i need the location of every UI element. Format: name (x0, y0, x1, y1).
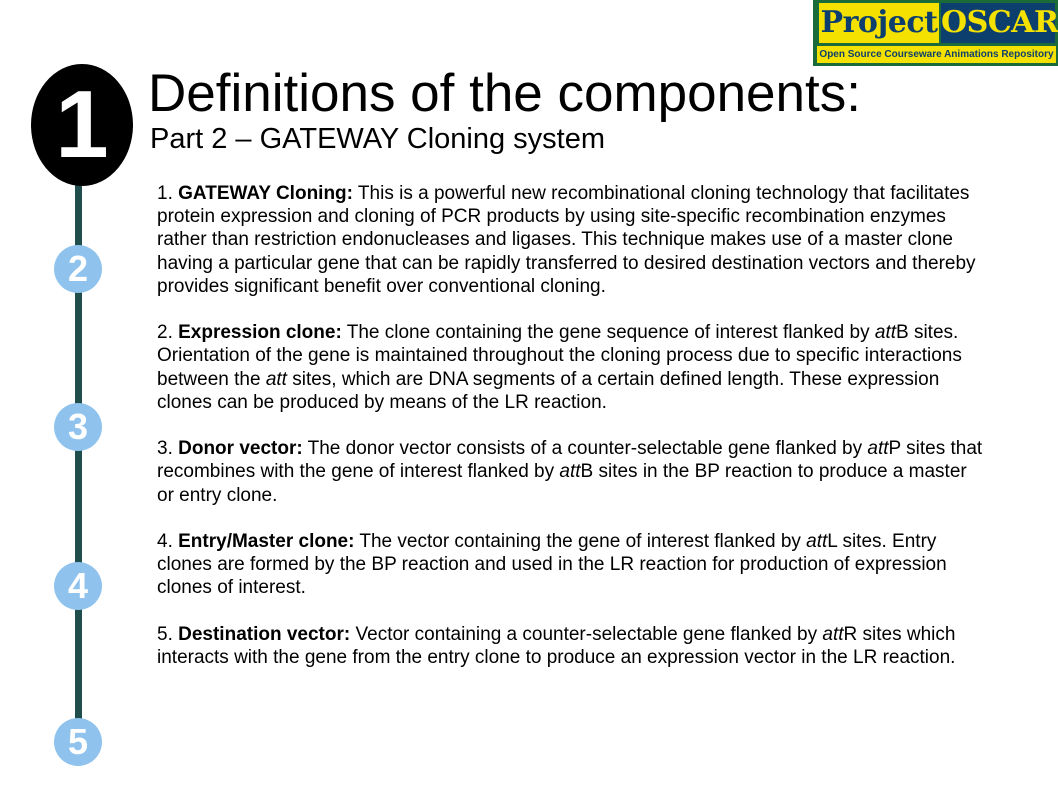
step-1-marker[interactable]: 1 (31, 64, 133, 186)
definitions-list (157, 182, 987, 669)
definition-text: The donor vector consists of a counter-selectable gene flanked by (302, 438, 868, 460)
page-subtitle: Part 2 – GATEWAY Cloning system (150, 123, 606, 155)
step-3-marker[interactable]: 3 (54, 403, 102, 451)
step-2-marker[interactable]: 2 (54, 245, 102, 293)
definition-text: Vector containing a counter-selectable gene flanked by (350, 623, 823, 645)
definition-text: The clone containing the gene sequence of interest flanked by (341, 322, 875, 344)
logo-word-oscar: OSCAR (941, 3, 1055, 43)
definition-paragraph (157, 530, 987, 600)
logo-wordmark (813, 0, 1058, 46)
step-4-marker[interactable]: 4 (54, 562, 102, 610)
step-5-marker[interactable]: 5 (54, 718, 102, 766)
definition-term: Expression clone: (178, 322, 342, 344)
definition-italic-text: att (806, 531, 828, 552)
logo-word-project: Project (819, 3, 939, 43)
definition-text: This is a powerful new recombinational cloning technology that facilitates protein expression and cloning of PCR products by using site-specific recombination enzymes rather than restriction endonucleases and ligases. This technique makes use of a master clone having a particular gene that can be rapidly transferred to desired destination vectors and thereby provides significant benefit over conventional cloning. (157, 183, 976, 297)
definition-text: L sites. Entry clones are formed by the BP reaction and used in the LR reaction for production of expression clones of interest. (157, 531, 947, 599)
definition-number: 5. (157, 623, 179, 645)
definition-paragraph (157, 437, 987, 507)
page-title: Definitions of the components: (148, 64, 861, 123)
definition-text: The vector containing the gene of interest flanked by (354, 531, 807, 552)
definition-italic-text: att (265, 368, 287, 390)
definition-italic-text: att (867, 438, 889, 460)
definition-italic-text: att (559, 461, 581, 483)
definition-term: Entry/Master clone: (178, 531, 355, 552)
definition-text: B sites in the BP reaction to produce a master or entry clone. (157, 461, 967, 506)
definition-number: 4. (157, 531, 179, 552)
definition-paragraph (157, 623, 987, 669)
definition-term: Destination vector: (178, 623, 351, 645)
project-oscar-logo (813, 0, 1058, 66)
definition-number: 2. (157, 322, 179, 344)
definition-paragraph (157, 321, 987, 414)
definition-paragraph (157, 182, 987, 298)
definition-number: 1. (157, 183, 179, 204)
definition-text: B sites. Orientation of the gene is maintained throughout the cloning process due to specific interactions between the (157, 322, 962, 390)
definition-text: sites, which are DNA segments of a certain defined length. These expression clones can be produced by means of the LR reaction. (157, 368, 940, 413)
definition-term: Donor vector: (178, 438, 303, 460)
logo-tagline: Open Source Courseware Animations Repository (817, 46, 1056, 63)
definition-italic-text: att (874, 322, 896, 344)
definition-term: GATEWAY Cloning: (178, 183, 353, 204)
definition-text: R sites which interacts with the gene from the entry clone to produce an expression vector in the LR reaction. (157, 623, 956, 668)
definition-italic-text: att (822, 623, 844, 645)
definition-text: P sites that recombines with the gene of interest flanked by (157, 438, 983, 483)
definition-number: 3. (157, 438, 179, 460)
